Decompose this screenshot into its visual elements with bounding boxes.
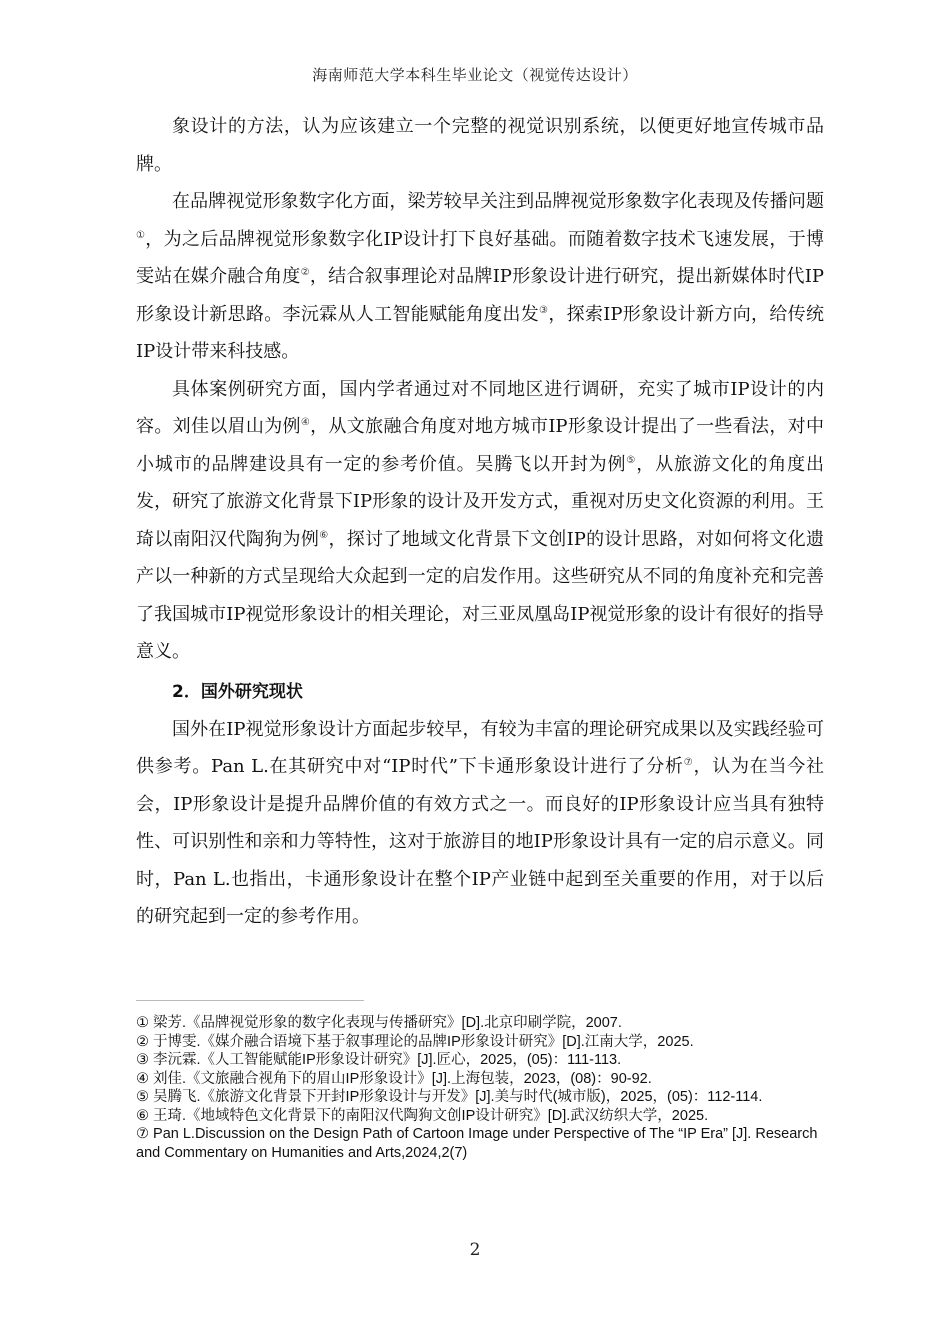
paragraph-2-text-a: 在品牌视觉形象数字化方面，梁芳较早关注到品牌视觉形象数字化表现及传播问题 — [172, 191, 824, 212]
paragraph-4-text-b: ，认为在当今社会，IP形象设计是提升品牌价值的有效方式之一。而良好的IP形象设计应当具有独特性、可识别性和亲和力等特性，这对于旅游目的地IP形象设计具有一定的启示意义。同时，Pan L.也指出，卡通形象设计在整个IP产业链中起到至关重要的作用，对于以后的研究起到一定的参考作用。 — [136, 756, 824, 927]
page-number: 2 — [469, 1240, 481, 1260]
footnote-ref-7[interactable]: ⑦ — [683, 757, 694, 768]
paragraph-3-text-d: ，探讨了地域文化背景下文创IP的设计思路，对如何将文化遗产以一种新的方式呈现给大众起到一定的启发作用。这些研究从不同的角度补充和完善了我国城市IP视觉形象设计的相关理论，对三亚凤凰岛IP视觉形象的设计有很好的指导意义。 — [136, 528, 824, 662]
paragraph-1 — [136, 108, 824, 183]
main-body — [136, 108, 824, 936]
paragraph-3-text-b: ，从文旅融合角度对地方城市IP形象设计提出了一些看法，对中小城市的品牌建设具有一定的参考价值。吴腾飞以开封为例 — [136, 416, 824, 475]
footnote-6: ⑥ 王琦.《地域特色文化背景下的南阳汉代陶狗文创IP设计研究》[D].武汉纺织大学，2025. — [136, 1107, 709, 1124]
paragraph-2-text-b: ，为之后品牌视觉形象数字化IP设计打下良好基础。而随着数字技术飞速发展，于博雯站在媒介融合角度 — [136, 228, 825, 287]
paragraph-3 — [136, 371, 824, 671]
paragraph-3-text-c: ，从旅游文化的角度出发，研究了旅游文化背景下IP形象的设计及开发方式，重视对历史文化资源的利用。王琦以南阳汉代陶狗为例 — [136, 453, 825, 550]
footnote-ref-5[interactable]: ⑤ — [626, 454, 637, 466]
footnote-ref-1[interactable]: ① — [136, 229, 146, 241]
footnote-4: ④ 刘佳.《文旅融合视角下的眉山IP形象设计》[J].上海包装，2023，(08)：90-92. — [136, 1070, 652, 1087]
footnote-divider — [136, 1000, 364, 1001]
footnote-ref-2[interactable]: ② — [300, 267, 310, 278]
footnote-2: ② 于博雯.《媒介融合语境下基于叙事理论的品牌IP形象设计研究》[D].江南大学，2025. — [136, 1033, 694, 1050]
paragraph-2-text-c: ，结合叙事理论对品牌IP形象设计进行研究，提出新媒体时代IP形象设计新思路。李沅霖从人工智能赋能角度出发 — [136, 266, 825, 325]
footnote-3: ③ 李沅霖.《人工智能赋能IP形象设计研究》[J].匠心，2025，(05)：111-113. — [136, 1052, 622, 1068]
paragraph-4-text-a: 国外在IP视觉形象设计方面起步较早，有较为丰富的理论研究成果以及实践经验可供参考。Pan L.在其研究中对“IP时代”下卡通形象设计进行了分析 — [136, 718, 824, 777]
footnote-ref-4[interactable]: ④ — [300, 417, 311, 428]
section-heading: 2．国外研究现状 — [172, 681, 303, 702]
paragraph-4 — [136, 711, 824, 936]
footnote-ref-6[interactable]: ⑥ — [319, 529, 329, 541]
paragraph-1-text: 象设计的方法，认为应该建立一个完整的视觉识别系统，以便更好地宣传城市品牌。 — [136, 116, 824, 175]
paragraph-2 — [136, 183, 824, 371]
footnotes — [136, 1014, 826, 1162]
footnote-ref-3[interactable]: ③ — [539, 304, 549, 316]
paragraph-2-text-d: ，探索IP形象设计新方向，给传统IP设计带来科技感。 — [136, 303, 824, 362]
running-header: 海南师范大学本科生毕业论文（视觉传达设计） — [312, 66, 638, 84]
footnote-5: ⑤ 吴腾飞.《旅游文化背景下开封IP形象设计与开发》[J].美与时代(城市版)，2025，(05)：112-114. — [136, 1089, 763, 1105]
footnote-1: ① 梁芳.《品牌视觉形象的数字化表现与传播研究》[D].北京印刷学院，2007. — [136, 1015, 622, 1031]
footnote-7: ⑦ Pan L.Discussion on the Design Path of Cartoon Image under Perspective of The “IP Era” [J]. Research and Commentary on Humanities and Arts,2024,2(7) — [136, 1126, 818, 1161]
paragraph-3-text-a: 具体案例研究方面，国内学者通过对不同地区进行调研，充实了城市IP设计的内容。刘佳以眉山为例 — [136, 378, 824, 437]
